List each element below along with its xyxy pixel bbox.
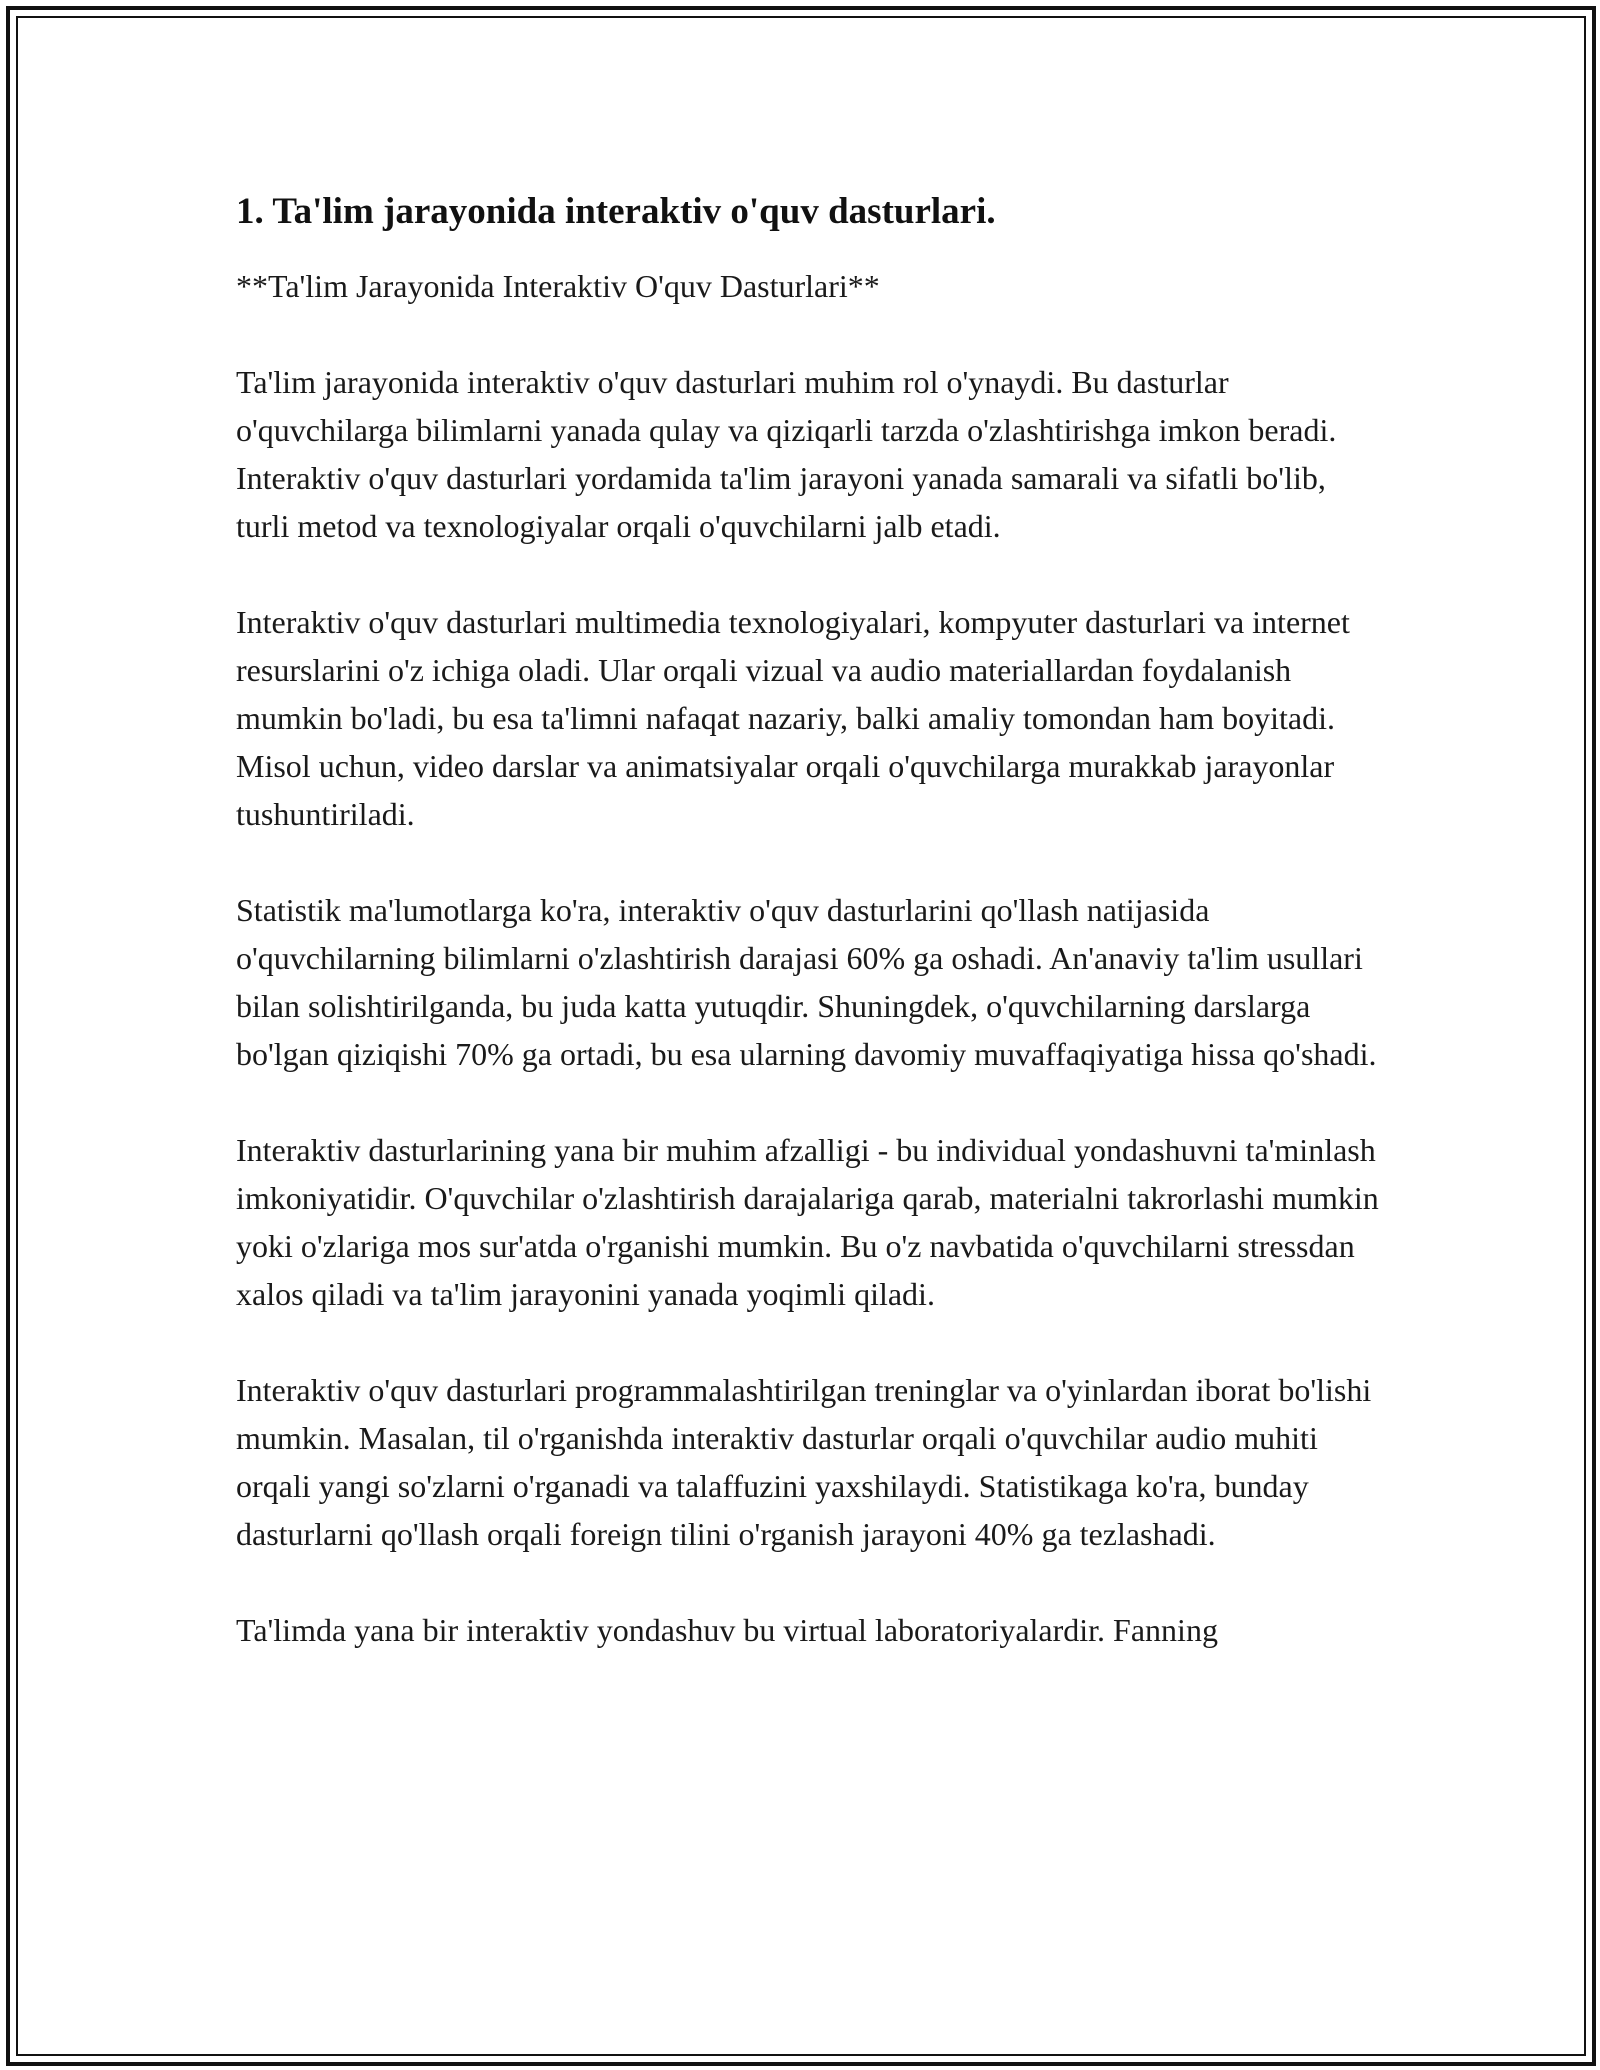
paragraph-2: Interaktiv o'quv dasturlari multimedia texnologiyalari, kompyuter dasturlari va internet resurslarini o'z ichiga oladi. Ular orqali vizual va audio materiallardan foydalanish mumkin bo'ladi, bu esa ta'limni nafaqat nazariy, balki amaliy tomondan ham boyitadi. Misol uchun, video darslar va animatsiyalar orqali o'quvchilarga murakkab jarayonlar tushuntiriladi. — [236, 604, 1350, 832]
paragraph-1: Ta'lim jarayonida interaktiv o'quv dasturlari muhim rol o'ynaydi. Bu dasturlar o'quvchilarga bilimlarni yanada qulay va qiziqarli tarzda o'zlashtirishga imkon beradi. Interaktiv o'quv dasturlari yordamida ta'lim jarayoni yanada samarali va sifatli bo'lib, turli metod va texnologiyalar orqali o'quvchilarni jalb etadi. — [236, 364, 1337, 544]
document-title: 1. Ta'lim jarayonida interaktiv o'quv dasturlari. — [236, 191, 996, 232]
paragraph-6: Ta'limda yana bir interaktiv yondashuv bu virtual laboratoriyalardir. Fanning — [236, 1612, 1218, 1648]
document-subtitle: **Ta'lim Jarayonida Interaktiv O'quv Dasturlari** — [236, 268, 880, 304]
paragraph-4: Interaktiv dasturlarining yana bir muhim afzalligi - bu individual yondashuvni ta'minlash imkoniyatidir. O'quvchilar o'zlashtirish darajalariga qarab, materialni takrorlashi mumkin yoki o'zlariga mos sur'atda o'rganishi mumkin. Bu o'z navbatida o'quvchilarni stressdan xalos qiladi va ta'lim jarayonini yanada yoqimli qiladi. — [236, 1132, 1379, 1312]
paragraph-3: Statistik ma'lumotlarga ko'ra, interaktiv o'quv dasturlarini qo'llash natijasida o'quvchilarning bilimlarni o'zlashtirish darajasi 60% ga oshadi. An'anaviy ta'lim usullari bilan solishtirilganda, bu juda katta yutuqdir. Shuningdek, o'quvchilarning darslarga bo'lgan qiziqishi 70% ga ortadi, bu esa ularning davomiy muvaffaqiyatiga hissa qo'shadi. — [236, 892, 1377, 1072]
document-body — [236, 188, 1386, 1654]
paragraph-5: Interaktiv o'quv dasturlari programmalashtirilgan treninglar va o'yinlardan iborat bo'lishi mumkin. Masalan, til o'rganishda interaktiv dasturlar orqali o'quvchilar audio muhiti orqali yangi so'zlarni o'rganadi va talaffuzini yaxshilaydi. Statistikaga ko'ra, bunday dasturlarni qo'llash orqali foreign tilini o'rganish jarayoni 40% ga tezlashadi. — [236, 1372, 1372, 1552]
